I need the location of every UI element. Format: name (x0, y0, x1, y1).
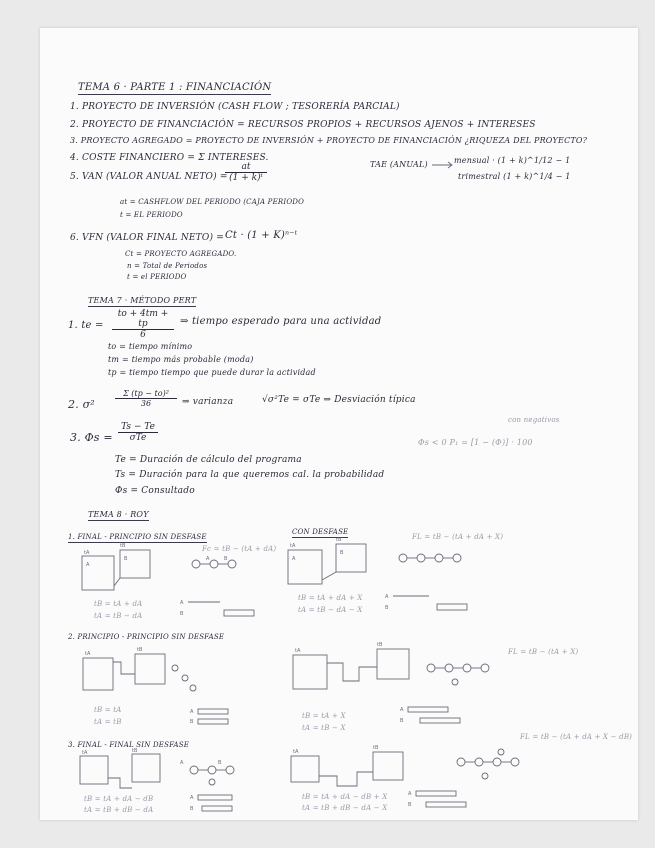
te-fraction: $\frac{to + 4tm + tp}{6}$ (112, 309, 174, 340)
roy-diagram-1a (70, 543, 180, 598)
roy-eq-3a-2: tA = tB + dB − dA (84, 806, 154, 814)
item-3: 3. PROYECTO AGREGADO = PROYECTO DE INVERSIÓN + PROYECTO DE FINANCIACIÓN ¿RIQUEZA DEL PROYECTO? (70, 136, 588, 145)
svg-text:A: A (292, 556, 296, 562)
roy-case-2: 2. PRINCIPIO - PRINCIPIO SIN DESFASE (68, 633, 225, 641)
van-fraction: $\frac{at}{\text{(1 + k)ᵗ}}$ (225, 162, 267, 183)
te-label: 1. te = (68, 320, 104, 331)
svg-text:tB: tB (336, 537, 342, 543)
phi-label: 3. Φs = (70, 431, 113, 444)
tae-arrow-icon (432, 162, 454, 168)
svg-text:A: A (180, 600, 184, 606)
roy-eq-2b-2: tA = tB − X (302, 724, 346, 732)
roy-diagram-1b (280, 537, 390, 590)
variance-description: ⇒ varianza (182, 397, 234, 407)
variance-label: 2. σ² (68, 398, 95, 411)
roy-case-1-desfase-formula: FL = tB − (tA + dA + X) (412, 533, 504, 541)
roy-eq-2a-1: tB = tA (94, 706, 122, 714)
roy-eq-2b-1: tB = tA + X (302, 712, 346, 720)
svg-text:A: A (190, 795, 194, 801)
vfn-def-ct: Ct = PROYECTO AGREGADO. (125, 250, 237, 258)
roy-case-1-formula: Fc = tB − (tA + dA) (202, 545, 277, 553)
tae-trimestral: trimestral (1 + k)^1/4 − 1 (458, 172, 571, 181)
svg-text:B: B (218, 760, 222, 766)
roy-eq-1b-2: tA = tB − dA − X (298, 606, 363, 614)
phi-def-ts: Ts = Duración para la que queremos cal. la probabilidad (115, 470, 385, 480)
svg-text:B: B (224, 556, 228, 562)
roy-eq-3a-1: tB = tA + dA − dB (84, 795, 154, 803)
roy-network-3b (455, 748, 525, 782)
te-def-tp: tp = tiempo tiempo que puede durar la actividad (108, 368, 316, 377)
svg-text:B: B (180, 611, 184, 617)
roy-diagram-3b (285, 746, 455, 792)
phi-def-te: Te = Duración de cálculo del programa (115, 455, 302, 465)
tae-label: TAE (ANUAL) (370, 160, 428, 169)
roy-case-3-formula: FL = tB − (tA + dA + X − dB) (520, 733, 633, 741)
side-note: con negativos (508, 416, 560, 424)
roy-gantt-3b (408, 790, 488, 812)
roy-case-3: 3. FINAL - FINAL SIN DESFASE (68, 741, 190, 749)
roy-case-2-formula: FL = tB − (tA + X) (508, 648, 579, 656)
roy-gantt-3a (190, 794, 260, 816)
item-6-vfn: 6. VFN (VALOR FINAL NETO) = (70, 233, 224, 243)
van-def-at: at = CASHFLOW DEL PERIODO (CAJA PERIODO (120, 198, 305, 206)
svg-text:tB: tB (377, 642, 383, 648)
svg-text:B: B (124, 556, 128, 562)
side-formula: Φs < 0 P₁ = [1 − (Φ)] · 100 (418, 438, 533, 447)
svg-text:tA: tA (85, 651, 91, 657)
svg-text:tA: tA (295, 648, 301, 654)
svg-text:A: A (180, 760, 184, 766)
te-def-tm: tm = tiempo más probable (moda) (108, 355, 254, 364)
roy-eq-1a-1: tB = tA + dA (94, 600, 143, 608)
svg-text:A: A (86, 562, 90, 568)
svg-text:A: A (408, 791, 412, 797)
svg-text:tA: tA (290, 543, 296, 549)
svg-text:A: A (206, 556, 210, 562)
van-def-t: t = EL PERIODO (120, 211, 183, 219)
svg-text:tB: tB (373, 745, 379, 751)
item-1: 1. PROYECTO DE INVERSIÓN (CASH FLOW ; TESORERÍA PARCIAL) (70, 102, 400, 112)
roy-gantt-1a (180, 598, 260, 620)
svg-text:B: B (190, 719, 194, 725)
section-title-tema8: TEMA 8 · ROY (88, 510, 149, 519)
svg-text:A: A (190, 709, 194, 715)
roy-case-1-desfase: CON DESFASE (292, 528, 349, 536)
item-5-van: 5. VAN (VALOR ANUAL NETO) = (70, 172, 228, 182)
roy-diagram-3a (72, 750, 247, 794)
svg-text:A: A (385, 594, 389, 600)
svg-text:tB: tB (132, 748, 138, 754)
roy-case-1: 1. FINAL - PRINCIPIO SIN DESFASE (68, 533, 207, 541)
vfn-formula: Ct · (1 + K)ⁿ⁻ᵗ (225, 230, 298, 241)
svg-text:tA: tA (293, 749, 299, 755)
roy-network-1a (188, 554, 268, 574)
svg-text:tB: tB (137, 647, 143, 653)
variance-fraction: $\frac{\text{Σ (tp − to)²}}{36}$ (115, 389, 177, 408)
roy-diagram-2b (285, 643, 425, 695)
svg-text:tB: tB (120, 543, 126, 549)
roy-gantt-2a (190, 708, 250, 728)
svg-text:tA: tA (82, 750, 88, 756)
vfn-def-t: t = el PERIODO (127, 273, 187, 281)
svg-text:B: B (408, 802, 412, 808)
roy-eq-2a-2: tA = tB (94, 718, 122, 726)
phi-fraction: Ts − Te σTe (118, 422, 158, 443)
roy-network-2b (425, 658, 495, 688)
svg-text:B: B (190, 806, 194, 812)
roy-diagram-2a (75, 648, 205, 698)
svg-text:B: B (385, 605, 389, 611)
item-4: 4. COSTE FINANCIERO = Σ INTERESES. (70, 153, 269, 163)
te-description: ⇒ tiempo esperado para una actividad (180, 316, 382, 327)
svg-text:tA: tA (84, 550, 90, 556)
roy-network-1b (395, 548, 485, 568)
tae-mensual: mensual · (1 + k)^1/12 − 1 (454, 156, 571, 165)
roy-eq-3b-2: tA = tB + dB − dA − X (302, 804, 388, 812)
notebook-page (40, 28, 638, 820)
roy-eq-1b-1: tB = tA + dA + X (298, 594, 363, 602)
te-def-to: to = tiempo mínimo (108, 342, 193, 351)
std-deviation: √σ²Te = σTe ⇒ Desviación típica (262, 395, 416, 405)
svg-text:A: A (400, 707, 404, 713)
svg-text:B: B (340, 550, 344, 556)
vfn-def-n: n = Total de Periodos (127, 262, 208, 270)
item-2: 2. PROYECTO DE FINANCIACIÓN = RECURSOS PROPIOS + RECURSOS AJENOS + INTERESES (70, 120, 536, 130)
section-title-tema6: TEMA 6 · PARTE 1 : FINANCIACIÓN (78, 82, 272, 93)
roy-gantt-2b (400, 706, 480, 728)
phi-def-phi: Φs = Consultado (115, 486, 195, 496)
roy-eq-1a-2: tA = tB − dA (94, 612, 143, 620)
svg-text:B: B (400, 718, 404, 724)
section-title-tema7: TEMA 7 · MÉTODO PERT (88, 296, 197, 305)
roy-gantt-1b (385, 592, 475, 614)
roy-eq-3b-1: tB = tA + dA − dB + X (302, 793, 388, 801)
